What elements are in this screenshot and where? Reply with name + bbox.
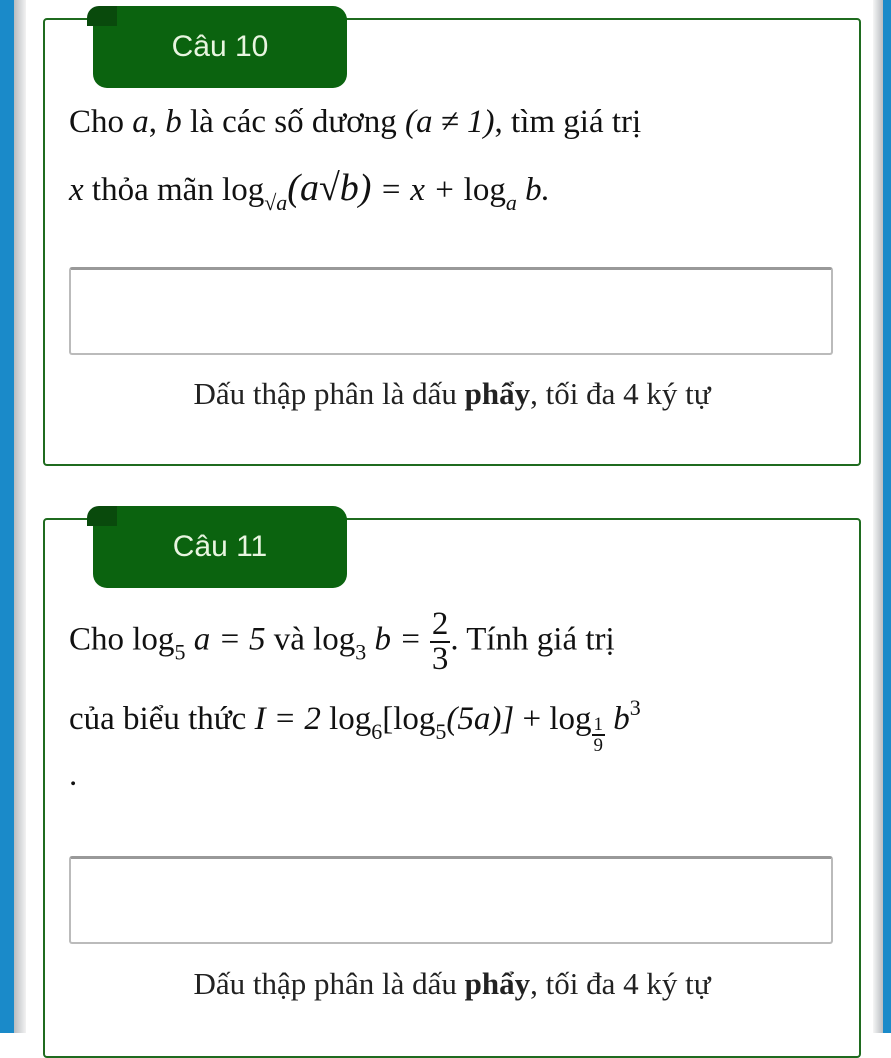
math: I = 2 — [254, 701, 330, 737]
text: Cho — [69, 621, 133, 658]
answer-input[interactable] — [69, 856, 833, 944]
math: 3 — [629, 695, 641, 720]
answer-hint — [45, 376, 859, 412]
text: và — [265, 621, 314, 658]
text: , tối đa 4 ký tự — [530, 966, 711, 1001]
question-card-11 — [43, 518, 861, 1058]
text: thỏa mãn — [83, 172, 223, 208]
question-text-line1 — [69, 608, 615, 683]
question-text-line2 — [69, 158, 550, 233]
math: 5 — [435, 719, 447, 744]
question-text-line1 — [69, 92, 641, 152]
math: log — [463, 172, 506, 208]
math: 6 — [371, 719, 383, 744]
question-text-line2 — [69, 678, 641, 762]
math: a — [505, 190, 517, 215]
math: log — [222, 172, 265, 208]
math: √a — [264, 190, 288, 215]
text: Dấu thập phân là dấu — [193, 376, 465, 411]
math: (a√b) — [287, 167, 372, 209]
den: 9 — [593, 735, 604, 756]
math: a = 5 — [185, 621, 266, 658]
answer-input[interactable] — [69, 267, 833, 355]
text: Dấu thập phân là dấu — [193, 966, 465, 1001]
math: 3 — [355, 639, 367, 665]
math: b = — [366, 621, 430, 658]
math: (a ≠ 1) — [404, 104, 495, 140]
math: b — [605, 701, 630, 737]
math: (5a)] — [446, 701, 515, 737]
right-shadow — [873, 0, 883, 1033]
left-shadow — [14, 0, 26, 1033]
math: b. — [516, 172, 550, 208]
math: log — [329, 701, 372, 737]
math: log — [549, 701, 592, 737]
math: log — [313, 621, 356, 658]
text: phẩy — [464, 966, 531, 1001]
fraction — [592, 715, 606, 755]
text: phẩy — [464, 376, 531, 411]
math: = x + — [371, 172, 464, 208]
text: là các số dương — [181, 104, 405, 140]
num: 2 — [431, 606, 449, 642]
den: 3 — [431, 641, 449, 677]
right-border — [883, 0, 891, 1033]
math: [ — [382, 701, 394, 737]
text: của biểu thức — [69, 701, 255, 737]
text: , tối đa 4 ký tự — [530, 376, 711, 411]
question-label: Câu 11 — [93, 506, 347, 588]
text: , tìm giá trị — [494, 104, 642, 140]
question-card-10 — [43, 18, 861, 466]
math: + — [514, 701, 550, 737]
text: Cho — [69, 104, 133, 140]
text: . Tính giá trị — [450, 621, 615, 658]
fraction — [430, 608, 451, 676]
math: log — [132, 621, 175, 658]
text: , — [148, 104, 166, 140]
num: 1 — [593, 714, 604, 735]
answer-hint — [45, 966, 859, 1002]
var: a — [132, 104, 149, 140]
var: x — [69, 172, 84, 208]
left-border — [0, 0, 14, 1033]
math: 5 — [174, 639, 186, 665]
trailing-dot: . — [69, 757, 78, 793]
question-label: Câu 10 — [93, 6, 347, 88]
math: log — [393, 701, 436, 737]
var: b — [165, 104, 182, 140]
